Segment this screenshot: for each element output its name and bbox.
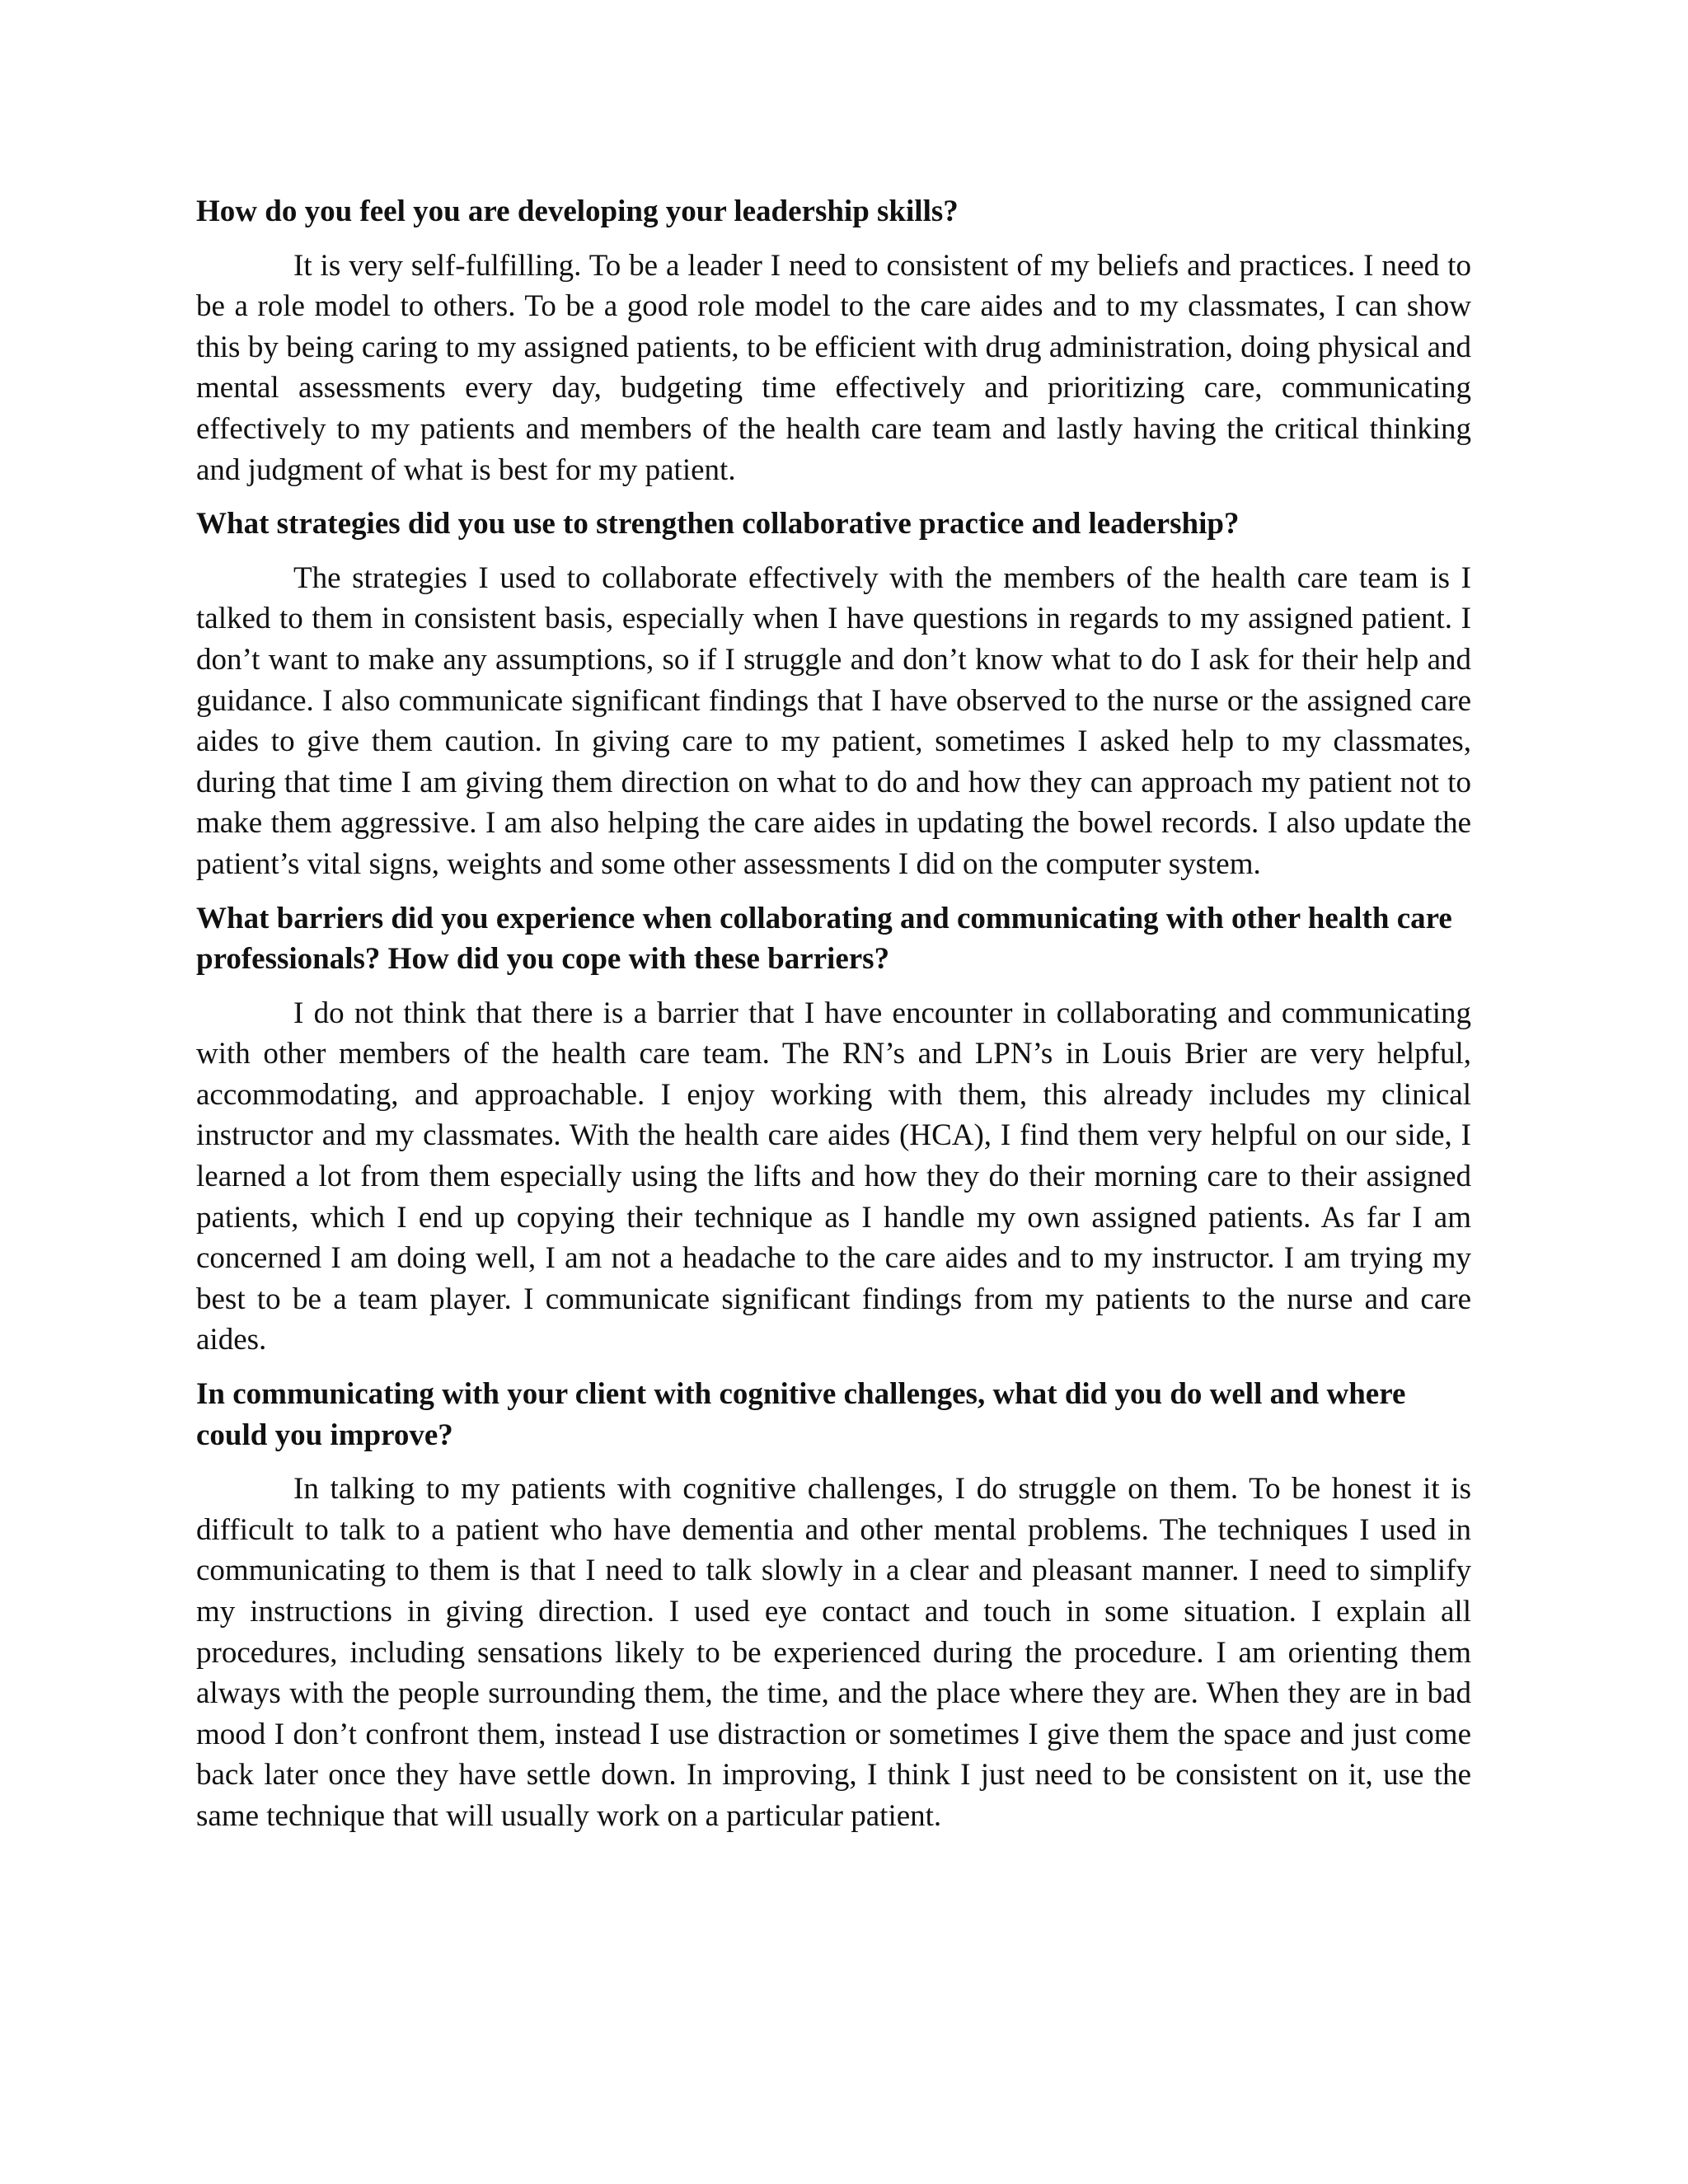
- question-heading: What strategies did you use to strengthen collaborative practice and leadership?: [196, 507, 1240, 541]
- answer-paragraph: In talking to my patients with cognitive challenges, I do struggle on them. To be honest it is difficult to talk to a patient who have dementia and other mental problems. The techniques I used in communicating to them is that I need to talk slowly in a clear and pleasant manner. I need to simplify my instructions in giving direction. I used eye contact and touch in some situation. I explain all procedures, including sensations likely to be experienced during the procedure. I am orienting them always with the people surrounding them, the time, and the place where they are. When they are in bad mood I don’t confront them, instead I use distraction or sometimes I give them the space and just come back later once they have settle down. In improving, I think I just need to be consistent on it, use the same technique that will usually work on a particular patient.: [196, 1472, 1471, 1833]
- section-leadership-skills: [196, 191, 1471, 490]
- question-heading: How do you feel you are developing your leadership skills?: [196, 194, 959, 228]
- answer-paragraph: It is very self-fulfilling. To be a leader I need to consistent of my beliefs and practices. I need to be a role model to others. To be a good role model to the care aides and to my classmates, I can show this by being caring to my assigned patients, to be efficient with drug administration, doing physical and mental assessments every day, budgeting time effectively and prioritizing care, communicating effectively to my patients and members of the health care team and lastly having the critical thinking and judgment of what is best for my patient.: [196, 248, 1471, 487]
- answer-paragraph: I do not think that there is a barrier that I have encounter in collaborating and communicating with other members of the health care team. The RN’s and LPN’s in Louis Brier are very helpful, accommodating, and approachable. I enjoy working with them, this already includes my clinical instructor and my classmates. With the health care aides (HCA), I find them very helpful on our side, I learned a lot from them especially using the lifts and how they do their morning care to their assigned patients, which I end up copying their technique as I handle my own assigned patients. As far I am concerned I am doing well, I am not a headache to the care aides and to my instructor. I am trying my best to be a team player. I communicate significant findings from my patients to the nurse and care aides.: [196, 996, 1471, 1357]
- document-page: [196, 191, 1471, 1850]
- section-communication-barriers: [196, 898, 1471, 1361]
- question-heading: What barriers did you experience when collaborating and communicating with other health care professionals? How did you cope with these barriers?: [196, 901, 1452, 977]
- section-collaboration-strategies: [196, 504, 1471, 884]
- answer-paragraph: The strategies I used to collaborate effectively with the members of the health care team is I talked to them in consistent basis, especially when I have questions in regards to my assigned patient. I don’t want to make any assumptions, so if I struggle and don’t know what to do I ask for their help and guidance. I also communicate significant findings that I have observed to the nurse or the assigned care aides to give them caution. In giving care to my patient, sometimes I asked help to my classmates, during that time I am giving them direction on what to do and how they can approach my patient not to make them aggressive. I am also helping the care aides in updating the bowel records. I also update the patient’s vital signs, weights and some other assessments I did on the computer system.: [196, 560, 1471, 881]
- section-cognitive-challenges: [196, 1374, 1471, 1837]
- question-heading: In communicating with your client with cognitive challenges, what did you do well and where could you improve?: [196, 1377, 1406, 1452]
